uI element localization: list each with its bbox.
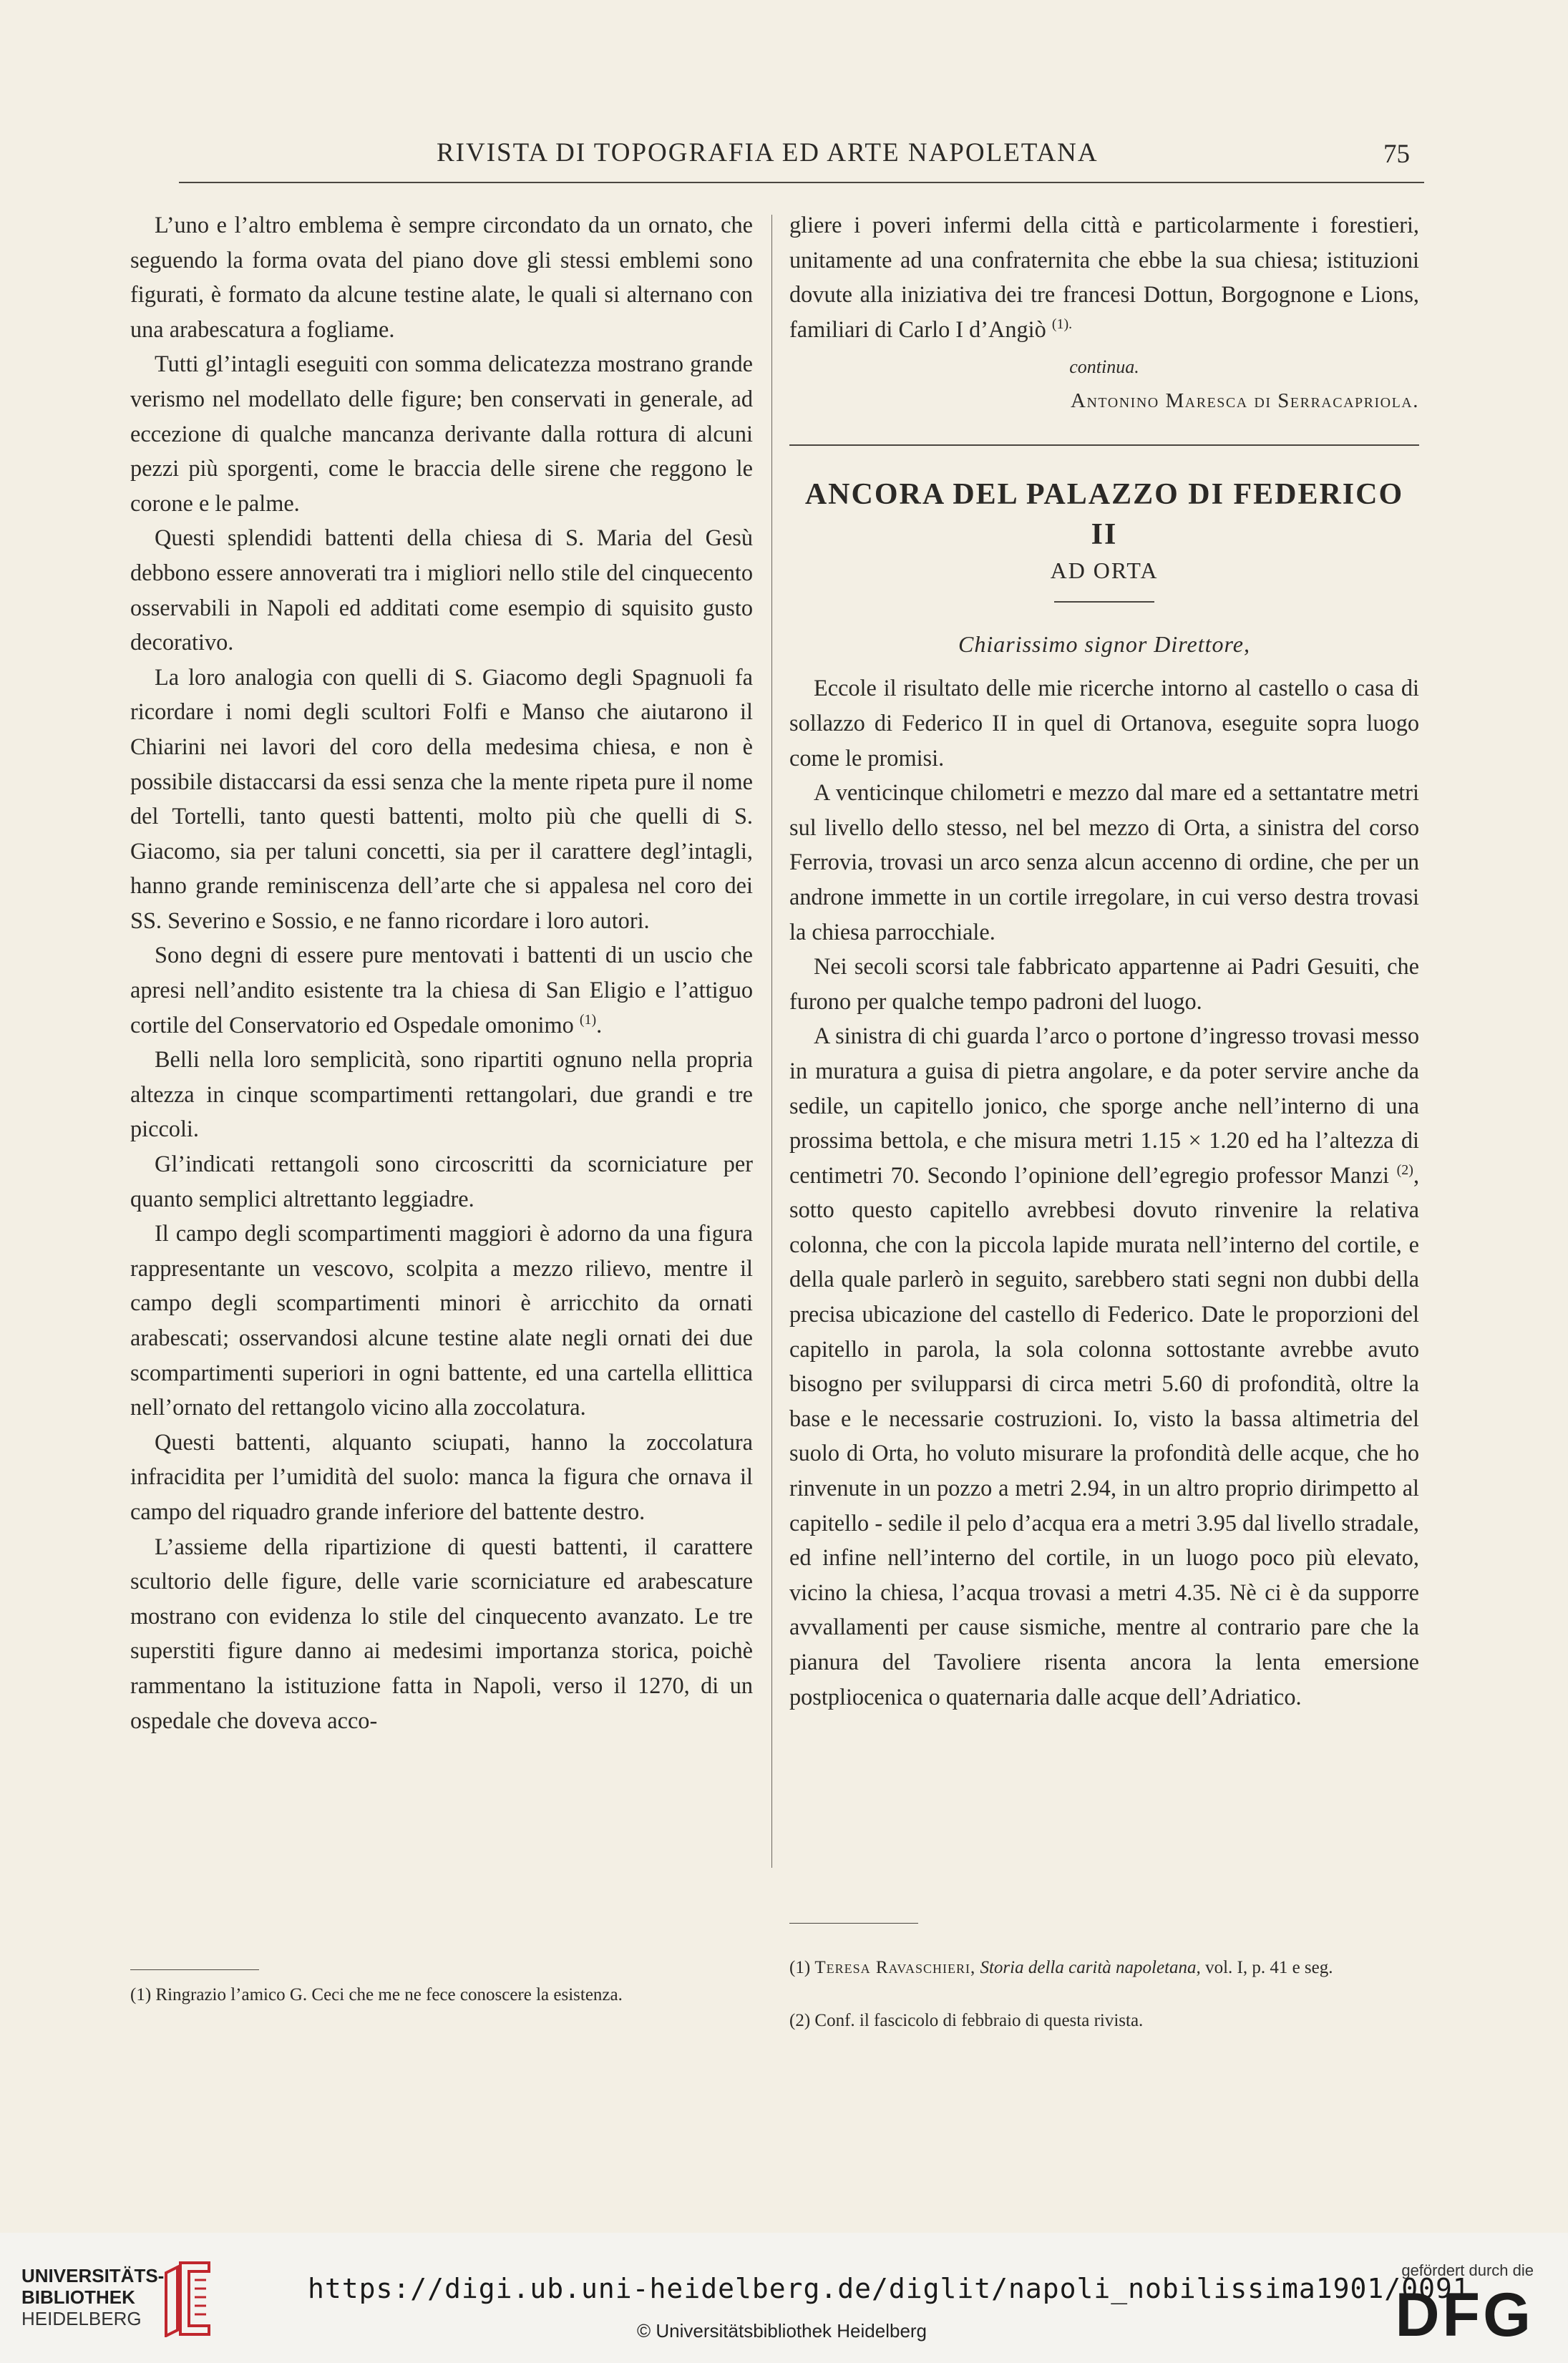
footnote-right-1 (789, 1955, 1419, 1981)
section-rule (789, 444, 1419, 446)
paragraph: Belli nella loro semplicità, sono ripartiti ognuno nella propria altezza in cinque scompartimenti rettangolari, due grandi e tre piccoli. (130, 1046, 753, 1142)
dfg-caption: gefördert durch die (1401, 2261, 1534, 2279)
paragraph: Questi battenti, alquanto sciupati, hanno la zoccolatura infracidita per l’umidità del suolo: manca la figura che ornava il campo del riquadro grande inferiore del battente destro. (130, 1428, 753, 1524)
footnote-ref[interactable]: (1) (579, 1011, 597, 1028)
footnote-ref[interactable]: (1). (1051, 316, 1073, 333)
logo-text: HEIDELBERG (21, 2308, 142, 2329)
footnote-title: Storia della carità napoletana, (980, 1958, 1201, 1977)
paragraph: L’uno e l’altro emblema è sempre circondato da un ornato, che seguendo la forma ovata del piano dove gli stessi emblemi sono figurati, è formato da alcune testine alate, le quali si alternano con una arabescatura a fogliame. (130, 212, 753, 342)
paragraph: L’assieme della ripartizione di questi battenti, il carattere scultorio delle figure, delle varie scorniciature ed arabescature mostrano con evidenza lo stile del cinquecento avanzato. Le tre superstiti figure danno ai medesimi importanza storica, poichè rammentano la istituzione fatta in Napoli, verso il 1270, di un ospedale che doveva acco- (130, 1533, 753, 1733)
paragraph-text: , sotto questo capitello avrebbesi dovuto rinvenire la relativa colonna, che con la piccola lapide murata nell’interno del cortile, e della quale parlerò in seguito, sarebbero stati segni non dubbi della precisa ubicazione del castello di Federico. Date le proporzioni del capitello in parola, la sola colonna sottostante avrebbe avuto bisogno per svilupparsi di circa metri 5.60 di profondità, oltre la base e le necessarie costruzioni. Io, visto la bassa altimetria del suolo di Orta, ho voluto misurare la profondità delle acque, che ho rinvenute in un pozzo a metri 2.94, in un altro proprio dirimpetto al capitello - sedile il pelo d’acqua era a metri 3.95 dal livello stradale, ed infine nell’interno del cortile, in un luogo poco più elevato, vicino la chiesa, l’acqua trovasi a metri 4.35. Nè ci è da supporre avvallamenti per cause sismiche, mentre al contrario pare che la pianura del Tavoliere risenta ancora la lenta emersione postpliocenica o quaternaria dalle acque dell’Adriatico. (789, 1161, 1420, 1710)
article-subtitle: AD ORTA (1050, 557, 1159, 584)
logo-text: BIBLIOTHEK (21, 2286, 135, 2308)
paragraph: Tutti gl’intagli eseguiti con somma delicatezza mostrano grande verismo nel modellato delle figure; ben conservati in generale, ad eccezione di qualche mancanza derivante dalla rottura di alcuni pezzi più sporgenti, come le braccia delle sirene che reggono le corone e le palme. (130, 351, 753, 516)
permalink-url[interactable]: https://digi.ub.uni-heidelberg.de/diglit/napoli_nobilissima1901/0091 (308, 2273, 1470, 2304)
paragraph: La loro analogia con quelli di S. Giacomo degli Spagnuoli fa ricordare i nomi degli scultori Folfi e Manso che aiutarono il Chiarini nei lavori del coro della medesima chiesa, e non è possibile distaccarsi da essi senza che la mente ripeta pure il nome del Tortelli, tanto questi battenti, molto più che quelli di S. Giacomo, sia per taluni concetti, sia per il carattere degl’intagli, hanno grande reminiscenza dell’arte che si appalesa nel coro dei SS. Severino e Sossio, e ne fanno ricordare i loro autori. (130, 663, 753, 933)
title-rule (1054, 601, 1154, 603)
footnote-ref[interactable]: (2) (1396, 1161, 1413, 1178)
article-title: ANCORA DEL PALAZZO DI FEDERICO II (804, 478, 1404, 552)
footnote-number: (1) (789, 1958, 811, 1977)
paragraph-capitello (789, 1018, 1419, 1714)
footnote-right-2: (2) Conf. il fascicolo di febbraio di questa rivista. (789, 2011, 1144, 2030)
library-emblem-icon (159, 2260, 216, 2337)
logo-text: UNIVERSITÄTS- (21, 2265, 165, 2286)
paragraph: Nei secoli scorsi tale fabbricato appartenne ai Padri Gesuiti, che furono per qualche tempo padroni del luogo. (789, 953, 1419, 1014)
paragraph: Eccole il risultato delle mie ricerche intorno al castello o casa di sollazzo di Federico II in quel di Ortanova, eseguite sopra luogo come le promisi. (789, 675, 1419, 771)
column-divider (771, 215, 772, 1868)
paragraph-text: gliere i poveri infermi della città e particolarmente i forestieri, unitamente ad una confraternita che ebbe la sua chiesa; istituzioni dovute alla iniziativa dei tre francesi Dottun, Borgognone e Lions, familiari di Carlo I d’Angiò (789, 212, 1419, 342)
paragraph: Il campo degli scompartimenti maggiori è adorno da una figura rappresentante un vescovo, scolpita a mezzo rilievo, mentre il campo degli scompartimenti minori è arricchito da ornati arabescati; osservandosi alcune testine alate negli ornati dei due scompartimenti superiori in ogni battente, ed una cartella ellittica nell’ornato del rettangolo vicino alla zoccolatura. (130, 1220, 753, 1421)
paragraph: Questi splendidi battenti della chiesa di S. Maria del Gesù debbono essere annoverati tra i migliori nello stile del cinquecento osservabili in Napoli ed additati come esempio di squisito gusto decorativo. (130, 525, 753, 656)
header-rule (179, 182, 1424, 183)
author-signature: Antonino Maresca di Serracapriola. (1071, 389, 1419, 413)
paragraph-omonimo: Sono degni di essere pure mentovati i battenti di un uscio che apresi nell’andito esistente tra la chiesa di San Eligio e l’attiguo cortile del Conservatorio ed Ospedale omonimo $^{(1)}$. (130, 942, 753, 1038)
paragraph: A venticinque chilometri e mezzo dal mare ed a settantatre metri sul livello dello stesso, nel bel mezzo di Orta, a sinistra del corso Ferrovia, trovasi un arco senza alcun accenno di ordine, che per un androne immette in un cortile irregolare, in cui verso destra trovasi la chiesa parrocchiale. (789, 779, 1419, 945)
copyright-notice: © Universitätsbibliothek Heidelberg (637, 2320, 927, 2342)
footnote-rule (789, 1923, 918, 1924)
page-number: 75 (1383, 140, 1410, 169)
journal-title: RIVISTA DI TOPOGRAFIA ED ARTE NAPOLETANA (437, 138, 1099, 167)
footnote-rule (130, 1969, 259, 1970)
dfg-logo[interactable]: DFG (1395, 2281, 1534, 2349)
paragraph-text: Sono degni di essere pure mentovati i battenti di un uscio che apresi nell’andito esistente tra la chiesa di San Eligio e l’attiguo cortile del Conservatorio ed Ospedale omonimo (130, 942, 753, 1038)
paragraph-text: A sinistra di chi guarda l’arco o portone d’ingresso trovasi messo in muratura a guisa di pietra angolare, e da poter servire anche da sedile, un capitello jonico, che sporge anche nell’interno di una prossima bettola, e che misura metri 1.15 × 1.20 ed ha l’altezza di centimetri 70. Secondo l’opinione dell’egregio professor Manzi (789, 1023, 1419, 1188)
left-column (130, 208, 753, 1738)
continuation-paragraph (789, 208, 1419, 346)
footnote-author: Teresa Ravaschieri, (814, 1958, 976, 1977)
continua-note: continua. (1069, 356, 1139, 378)
salutation: Chiarissimo signor Direttore, (958, 631, 1250, 658)
right-column (789, 208, 1419, 1714)
footnote-rest: vol. I, p. 41 e seg. (1205, 1958, 1333, 1977)
running-header (179, 137, 1424, 180)
paragraph: Gl’indicati rettangoli sono circoscritti da scorniciature per quanto semplici altrettanto leggiadre. (130, 1151, 753, 1212)
footnote-left: (1) Ringrazio l’amico G. Ceci che me ne fece conoscere la esistenza. (130, 1985, 623, 2004)
